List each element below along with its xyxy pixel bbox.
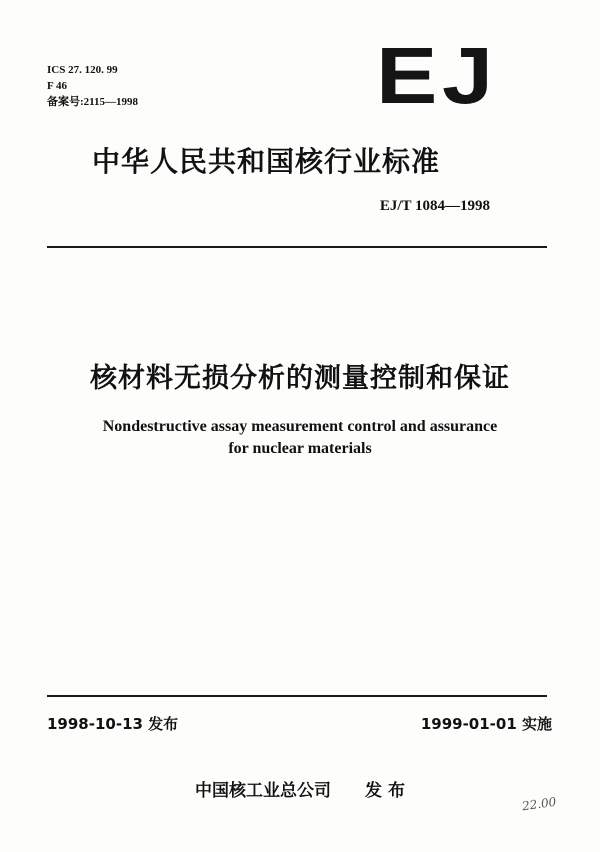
ej-logo: EJ: [376, 31, 498, 120]
handwritten-note: 22.00: [521, 794, 558, 814]
publisher-name: 中国核工业总公司: [195, 781, 332, 801]
title-english-line1: Nondestructive assay measurement control and assurance: [102, 418, 498, 435]
implementation-date: 1999-01-01 实施: [420, 715, 552, 733]
title-english: [0, 416, 600, 460]
classification-code: F 46: [47, 80, 68, 92]
title-english-line2: for nuclear materials: [228, 440, 372, 457]
publisher-action: 发 布: [365, 781, 405, 801]
classification-codes: [47, 62, 138, 110]
title-chinese: 核材料无损分析的测量控制和保证: [90, 363, 510, 394]
record-number: 备案号:2115—1998: [47, 96, 139, 108]
standard-number: EJ/T 1084—1998: [379, 198, 490, 214]
issue-date: 1998-10-13 发布: [47, 715, 179, 733]
ics-code: ICS 27. 120. 99: [47, 64, 118, 76]
standard-body: 中华人民共和国核行业标准: [92, 145, 441, 178]
bottom-divider: [47, 695, 547, 697]
top-divider: [47, 246, 547, 248]
publisher: [0, 776, 600, 801]
